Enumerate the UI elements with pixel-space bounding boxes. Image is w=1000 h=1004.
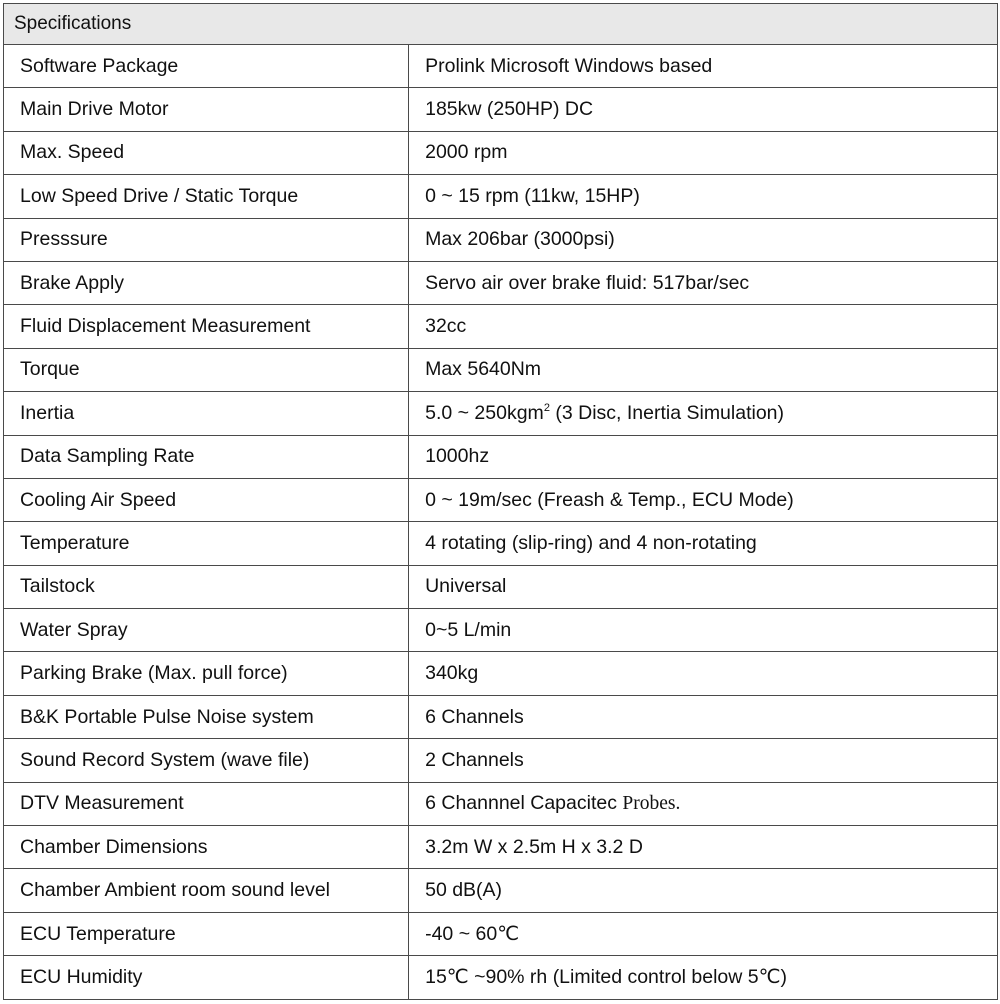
- spec-label: Chamber Dimensions: [4, 826, 409, 869]
- spec-label: Sound Record System (wave file): [4, 739, 409, 782]
- spec-value-text: 5.0 ~ 250kgm: [425, 401, 544, 424]
- spec-label: Brake Apply: [4, 261, 409, 304]
- spec-value: 50 dB(A): [409, 869, 998, 912]
- table-row: [4, 912, 998, 955]
- spec-label: Software Package: [4, 45, 409, 88]
- spec-value: 15℃ ~90% rh (Limited control below 5℃): [409, 956, 998, 999]
- table-row: [4, 261, 998, 304]
- table-row: [4, 348, 998, 391]
- spec-label: Temperature: [4, 522, 409, 565]
- spec-label: Inertia: [4, 392, 409, 435]
- table-row: [4, 956, 998, 999]
- spec-value: 2000 rpm: [409, 131, 998, 174]
- table-row: [4, 565, 998, 608]
- spec-value: -40 ~ 60℃: [409, 912, 998, 955]
- spec-value: [409, 782, 998, 825]
- spec-value: 0 ~ 19m/sec (Freash & Temp., ECU Mode): [409, 478, 998, 521]
- spec-value: Universal: [409, 565, 998, 608]
- spec-value: 4 rotating (slip-ring) and 4 non-rotating: [409, 522, 998, 565]
- spec-value: 6 Channels: [409, 695, 998, 738]
- table-body: [4, 45, 998, 1000]
- spec-label: Fluid Displacement Measurement: [4, 305, 409, 348]
- table-row: [4, 869, 998, 912]
- spec-label: Torque: [4, 348, 409, 391]
- spec-label: Tailstock: [4, 565, 409, 608]
- table-row: [4, 695, 998, 738]
- spec-value: [409, 392, 998, 435]
- spec-value: 2 Channels: [409, 739, 998, 782]
- table-row: [4, 131, 998, 174]
- table-header-row: [4, 4, 998, 45]
- spec-value: 0~5 L/min: [409, 609, 998, 652]
- spec-value: 3.2m W x 2.5m H x 3.2 D: [409, 826, 998, 869]
- spec-label: Water Spray: [4, 609, 409, 652]
- specifications-table: [3, 3, 998, 1000]
- table-title: Specifications: [4, 4, 998, 45]
- spec-label: Max. Speed: [4, 131, 409, 174]
- spec-value: 1000hz: [409, 435, 998, 478]
- spec-value: 340kg: [409, 652, 998, 695]
- superscript-exponent: 2: [543, 401, 550, 414]
- spec-value: Servo air over brake fluid: 517bar/sec: [409, 261, 998, 304]
- spec-value: 0 ~ 15 rpm (11kw, 15HP): [409, 175, 998, 218]
- spec-label: ECU Temperature: [4, 912, 409, 955]
- spec-value: Max 5640Nm: [409, 348, 998, 391]
- spec-value: Max 206bar (3000psi): [409, 218, 998, 261]
- table-row: [4, 478, 998, 521]
- spec-label: Data Sampling Rate: [4, 435, 409, 478]
- spec-value: 32cc: [409, 305, 998, 348]
- spec-value: Prolink Microsoft Windows based: [409, 45, 998, 88]
- table-row: [4, 305, 998, 348]
- table-row: [4, 218, 998, 261]
- table-row: [4, 609, 998, 652]
- table-row: [4, 782, 998, 825]
- table-row: [4, 739, 998, 782]
- table-row: [4, 88, 998, 131]
- table-row: [4, 175, 998, 218]
- spec-value-text: 6 Channnel Capacitec: [425, 792, 623, 815]
- table-row: [4, 652, 998, 695]
- spec-label: DTV Measurement: [4, 782, 409, 825]
- spec-value: 185kw (250HP) DC: [409, 88, 998, 131]
- spec-label: Cooling Air Speed: [4, 478, 409, 521]
- table-row: [4, 826, 998, 869]
- table-row: [4, 435, 998, 478]
- spec-label: Chamber Ambient room sound level: [4, 869, 409, 912]
- spec-label: B&K Portable Pulse Noise system: [4, 695, 409, 738]
- table-row: [4, 392, 998, 435]
- table-row: [4, 45, 998, 88]
- spec-label: Presssure: [4, 218, 409, 261]
- spec-label: Low Speed Drive / Static Torque: [4, 175, 409, 218]
- spec-label: ECU Humidity: [4, 956, 409, 999]
- table-row: [4, 522, 998, 565]
- spec-value-text: (3 Disc, Inertia Simulation): [549, 401, 785, 424]
- spec-value-serif-text: Probes.: [622, 793, 681, 815]
- spec-label: Parking Brake (Max. pull force): [4, 652, 409, 695]
- spec-label: Main Drive Motor: [4, 88, 409, 131]
